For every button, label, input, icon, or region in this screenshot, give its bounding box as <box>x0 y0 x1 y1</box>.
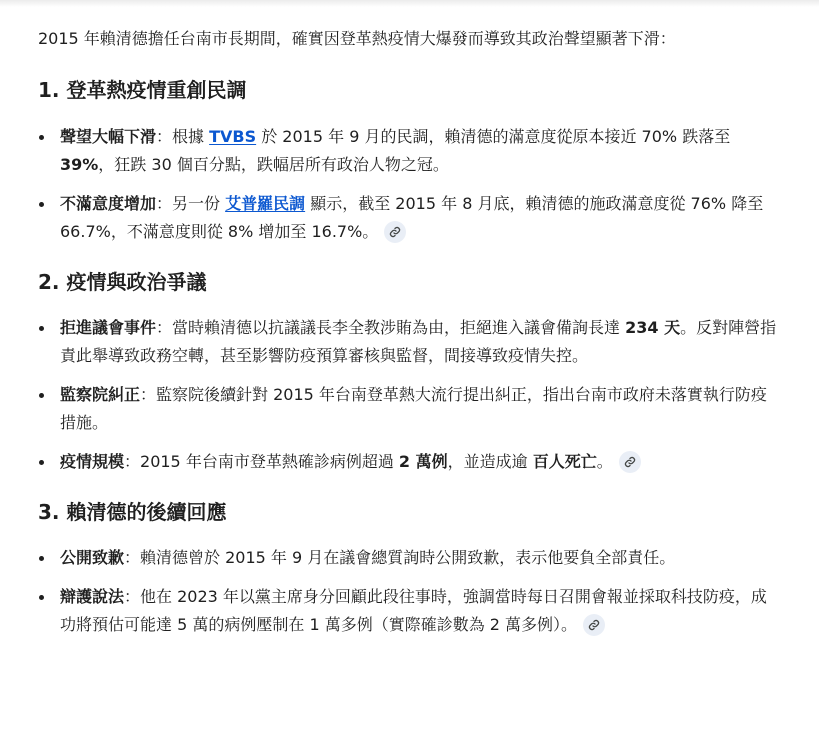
section-heading-3: 3. 賴清德的後續回應 <box>38 500 227 524</box>
item-label: 公開致歉 <box>60 548 125 567</box>
list-item <box>38 314 780 370</box>
item-bold-value: 百人死亡 <box>532 452 597 471</box>
item-text: ，並造成逾 <box>447 452 533 471</box>
item-label: 疫情規模 <box>60 452 125 471</box>
item-text: 。 <box>596 452 613 471</box>
top-divider <box>0 0 819 7</box>
list-item <box>38 583 780 639</box>
source-link-tvbs[interactable]: TVBS <box>209 127 257 146</box>
item-text: ：監察院後續針對 2015 年台南登革熱大流行提出糾正，指出台南市政府未落實執行防疫措施。 <box>60 385 767 432</box>
item-bold-value: 234 天 <box>625 318 681 337</box>
section-heading-1: 1. 登革熱疫情重創民調 <box>38 78 247 102</box>
list-item <box>38 123 780 179</box>
section-list-1 <box>38 123 780 246</box>
item-text: ：賴清德曾於 2015 年 9 月在議會總質詢時公開致歉，表示他要負全部責任。 <box>124 548 676 567</box>
link-icon <box>588 619 600 631</box>
item-text: ：根據 <box>156 127 210 146</box>
item-label: 不滿意度增加 <box>60 194 157 213</box>
item-bold-value: 2 萬例 <box>398 452 448 471</box>
item-text: ：2015 年台南市登革熱確診病例超過 <box>124 452 399 471</box>
section-list-2 <box>38 314 780 476</box>
item-label: 拒進議會事件 <box>60 318 157 337</box>
link-icon <box>624 456 636 468</box>
item-text: ：當時賴清德以抗議議長李全教涉賄為由，拒絕進入議會備詢長達 <box>156 318 626 337</box>
list-item <box>38 448 780 476</box>
item-label: 聲望大幅下滑 <box>60 127 157 146</box>
item-text: 於 2015 年 9 月的民調，賴清德的滿意度從原本接近 70% 跌落至 <box>256 127 731 146</box>
citation-button[interactable] <box>619 451 641 473</box>
item-text: 。反對陣營指責此舉導致政務空轉，甚至影響防疫預算審核與監督，間接導致疫情失控。 <box>60 318 777 365</box>
item-bold-value: 39% <box>60 155 99 174</box>
link-icon <box>389 226 401 238</box>
intro-paragraph: 2015 年賴清德擔任台南市長期間，確實因登革熱疫情大爆發而導致其政治聲望顯著下滑： <box>38 29 676 48</box>
section-heading-2: 2. 疫情與政治爭議 <box>38 270 207 294</box>
item-text: 顯示，截至 2015 年 8 月底，賴清德的施政滿意度從 76% 降至 66.7%，不滿意度則從 8% 增加至 16.7%。 <box>60 194 764 241</box>
item-text: ，狂跌 30 個百分點，跌幅居所有政治人物之冠。 <box>98 155 449 174</box>
item-text: ：另一份 <box>156 194 226 213</box>
item-label: 辯護說法 <box>60 587 125 606</box>
list-item <box>38 381 780 437</box>
response-content <box>38 26 780 650</box>
section-list-3 <box>38 544 780 639</box>
list-item <box>38 190 780 246</box>
item-text: ：他在 2023 年以黨主席身分回顧此段往事時，強調當時每日召開會報並採取科技防疫，成功將預估可能達 5 萬的病例壓制在 1 萬多例（實際確診數為 2 萬多例）。 <box>60 587 767 634</box>
list-item <box>38 544 780 572</box>
item-label: 監察院糾正 <box>60 385 141 404</box>
citation-button[interactable] <box>583 614 605 636</box>
source-link-apollo[interactable]: 艾普羅民調 <box>225 194 306 213</box>
citation-button[interactable] <box>384 221 406 243</box>
